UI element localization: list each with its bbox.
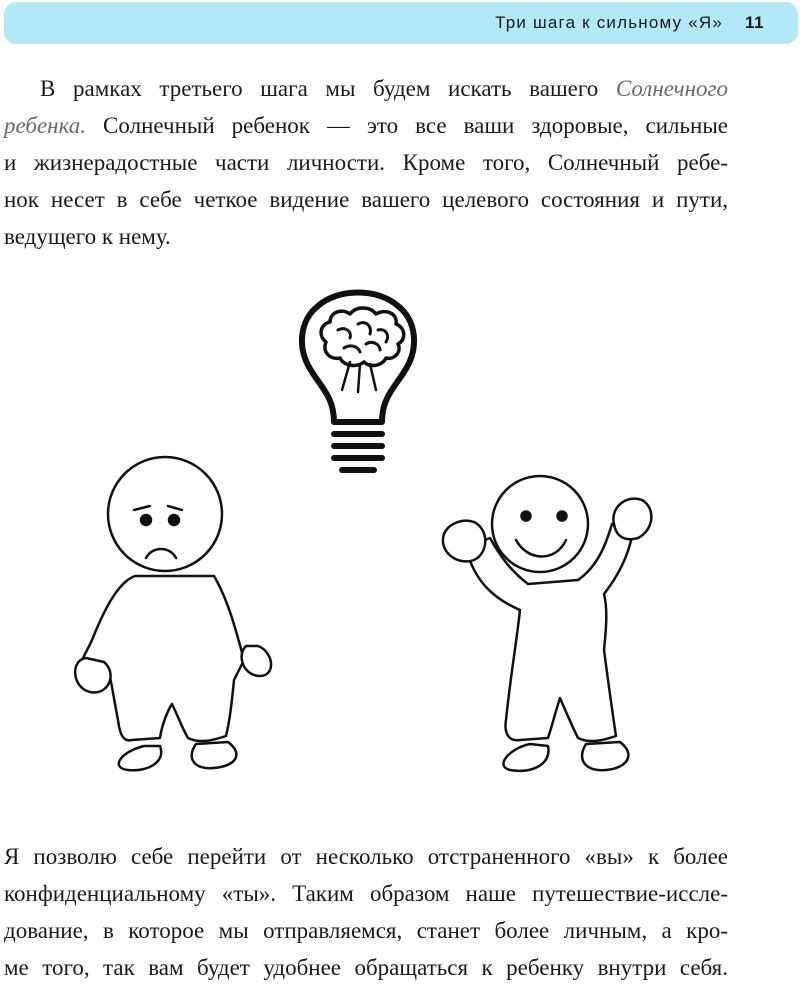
running-header	[4, 2, 798, 44]
text-run: Солнечный ребенок — это все ваши здоровые, сильные	[86, 113, 728, 138]
page-number: 11	[745, 13, 764, 32]
paragraph-2-line: ме того, так вам будет удобнее обращаться к ребенку внутри себя.	[4, 955, 728, 980]
paragraph-1	[4, 70, 728, 255]
text-run: В рамках третьего шага мы будем искать вашего	[40, 76, 616, 101]
paragraph-1-line: нок несет в себе четкое видение вашего целевого состояния и пути,	[4, 187, 728, 212]
paragraph-1-line	[4, 70, 728, 107]
running-header-title: Три шага к сильному «Я»	[495, 13, 724, 32]
illustration	[0, 280, 800, 800]
paragraph-1-line	[4, 107, 728, 144]
paragraph-2	[4, 838, 728, 986]
lightbulb-brain-icon	[302, 293, 414, 471]
sad-child-icon	[75, 457, 271, 770]
paragraph-2-line: конфиденциальному «ты». Таким образом наше путешествие-иссле-	[4, 881, 728, 906]
paragraph-1-line: ведущего к нему.	[4, 224, 171, 249]
paragraph-2-line: дование, в которое мы отправляемся, станет более личным, а кро-	[4, 918, 728, 943]
emphasis-text: Солнечного	[615, 76, 728, 101]
emphasis-text: ребенка.	[4, 113, 87, 138]
paragraph-2-line: Я позволю себе перейти от несколько отстраненного «вы» к более	[4, 844, 728, 869]
paragraph-1-line: и жизнерадостные части личности. Кроме того, Солнечный ребе-	[4, 150, 728, 175]
happy-child-icon	[443, 476, 651, 771]
